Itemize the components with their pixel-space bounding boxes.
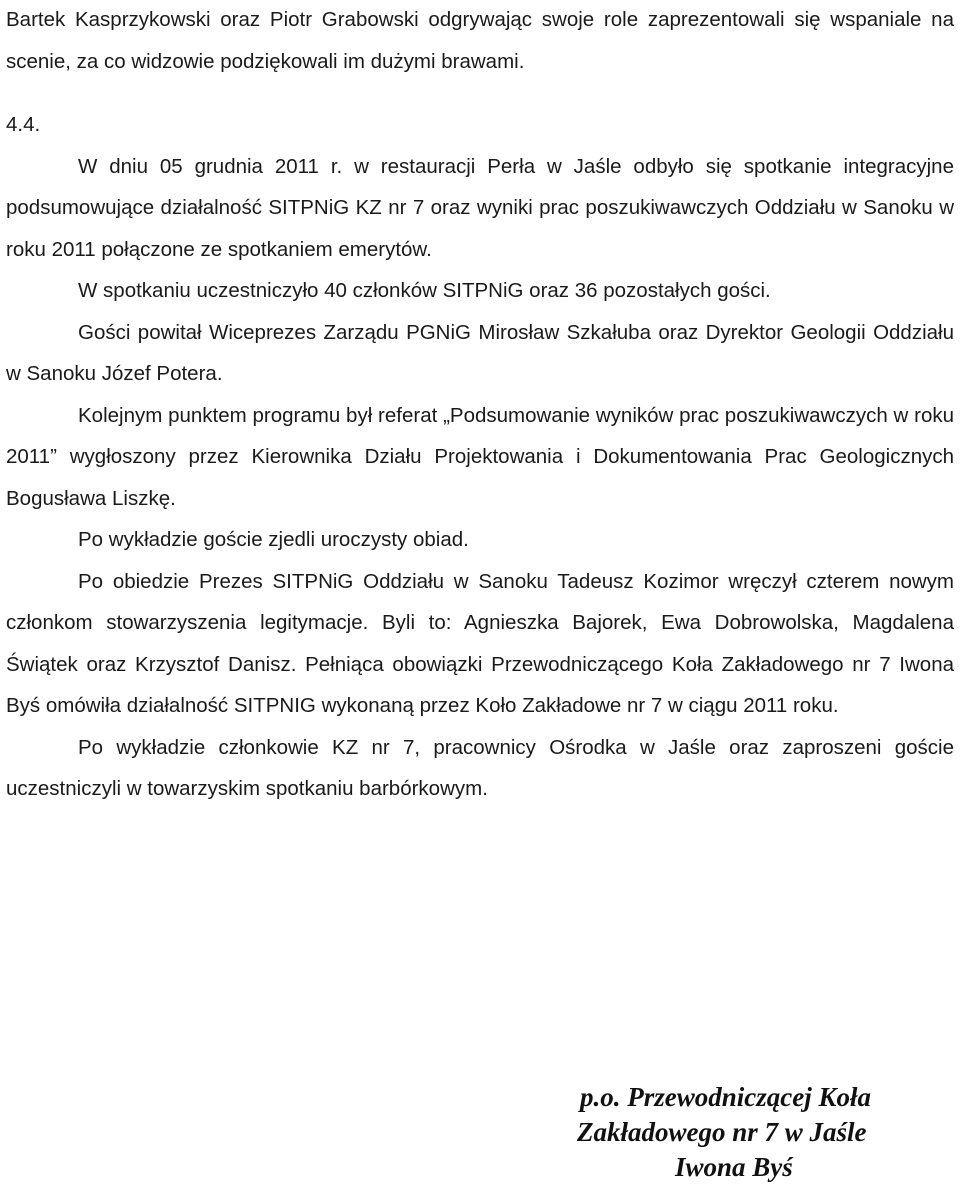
paragraph-legitimations: Po obiedzie Prezes SITPNiG Oddziału w Sanoku Tadeusz Kozimor wręczył czterem nowym członkom stowarzyszenia legitymacje. Byli to: Agnieszka Bajorek, Ewa Dobrowolska, Magdalena Świątek oraz Krzysztof Danisz. Pełniąca obowiązki Przewodniczącego Koła Zakładowego nr 7 Iwona Byś omówiła działalność SITPNIG wykonaną przez Koło Zakładowe nr 7 w ciągu 2011 roku. bbox=[6, 569, 954, 717]
signature-unit: Zakładowego nr 7 w Jaśle bbox=[577, 1117, 867, 1147]
section-number: 4.4. bbox=[6, 113, 41, 136]
signature-block bbox=[577, 1080, 907, 1185]
signature-title: p.o. Przewodniczącej Koła bbox=[580, 1082, 871, 1112]
paragraph-attendance: W spotkaniu uczestniczyło 40 członków SITPNiG oraz 36 pozostałych gości. bbox=[78, 279, 771, 302]
signature-name: Iwona Byś bbox=[675, 1152, 793, 1182]
intro-paragraph: Bartek Kasprzykowski oraz Piotr Grabowski odgrywając swoje role zaprezentowali się wspaniale na scenie, za co widzowie podziękowali im dużymi brawami. bbox=[6, 8, 954, 73]
paragraph-meeting: W dniu 05 grudnia 2011 r. w restauracji Perła w Jaśle odbyło się spotkanie integracyjne podsumowujące działalność SITPNiG KZ nr 7 oraz wyniki prac poszukiwawczych Oddziału w Sanoku w roku 2011 połączone ze spotkaniem emerytów. bbox=[6, 154, 954, 261]
document-page bbox=[6, 0, 954, 810]
paragraph-closing: Po wykładzie członkowie KZ nr 7, pracownicy Ośrodka w Jaśle oraz zaproszeni goście uczestniczyli w towarzyskim spotkaniu barbórkowym. bbox=[6, 735, 954, 800]
paragraph-greeting: Gości powitał Wiceprezes Zarządu PGNiG Mirosław Szkałuba oraz Dyrektor Geologii Oddziału w Sanoku Józef Potera. bbox=[6, 320, 954, 385]
paragraph-lecture: Kolejnym punktem programu był referat „Podsumowanie wyników prac poszukiwawczych w roku 2011” wygłoszony przez Kierownika Działu Projektowania i Dokumentowania Prac Geologicznych Bogusława Liszkę. bbox=[6, 403, 954, 510]
paragraph-dinner: Po wykładzie goście zjedli uroczysty obiad. bbox=[78, 528, 469, 551]
